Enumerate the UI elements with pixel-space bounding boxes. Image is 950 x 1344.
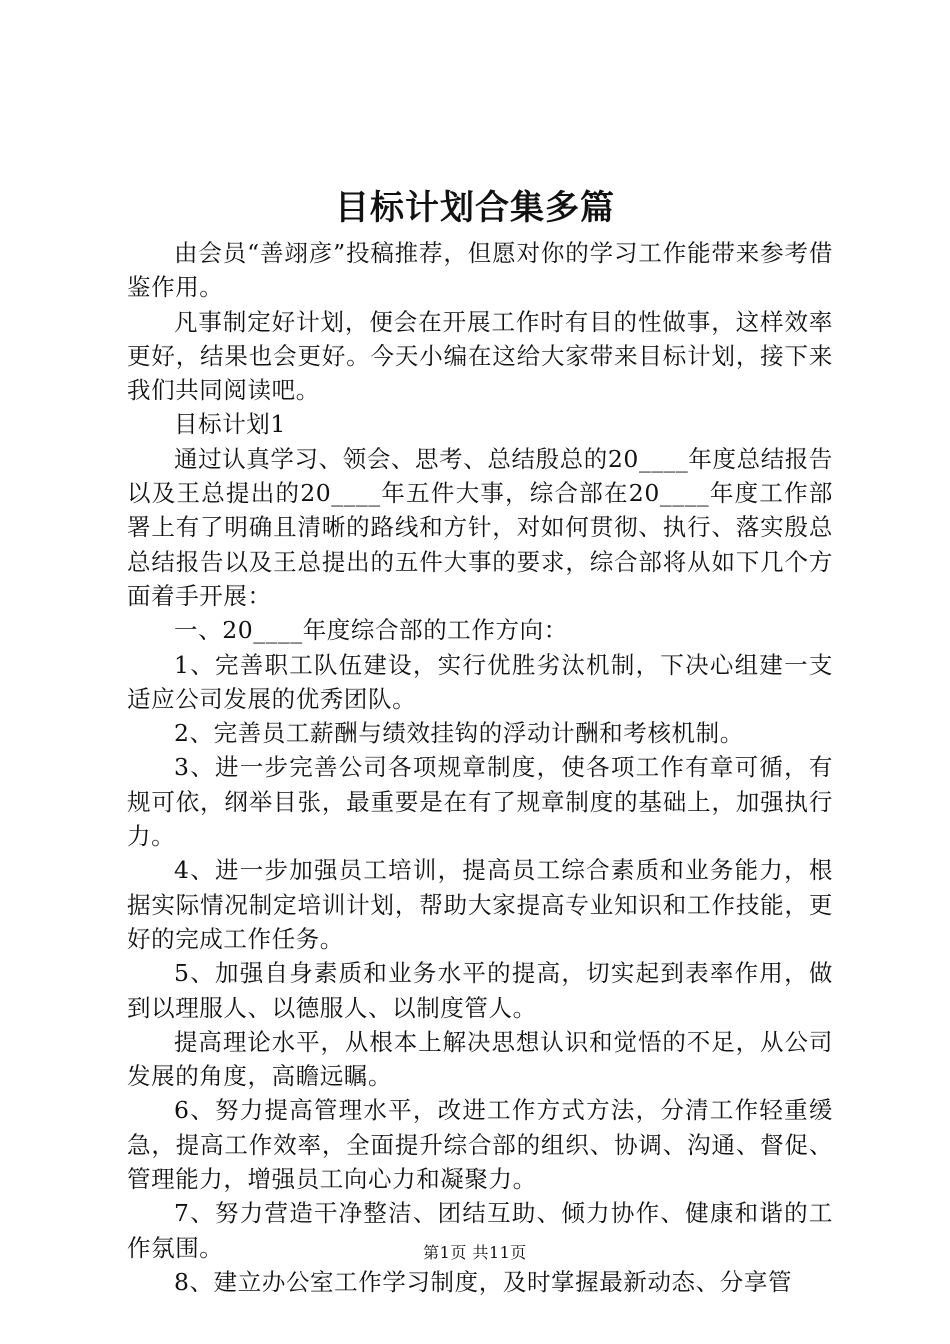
list-item: 6、努力提高管理水平，改进工作方式方法，分清工作轻重缓急，提高工作效率，全面提升综合部的组织、协调、沟通、督促、管理能力，增强员工向心力和凝聚力。 [127,1096,833,1194]
list-item: 7、努力营造干净整洁、团结互助、倾力协作、健康和谐的工作氛围。 [127,1199,833,1262]
page-footer: 第1页 共11页 [423,1243,527,1262]
paragraph: 提高理论水平，从根本上解决思想认识和觉悟的不足，从公司发展的角度，高瞻远瞩。 [127,1027,833,1091]
document-title: 目标计划合集多篇 [335,188,615,228]
list-item: 2、完善员工薪酬与绩效挂钩的浮动计酬和考核机制。 [174,719,744,748]
list-item: 3、进一步完善公司各项规章制度，使各项工作有章可循，有规可依，纲举目张，最重要是在有了规章制度的基础上，加强执行力。 [127,753,833,851]
list-item: 1、完善职工队伍建设，实行优胜劣汰机制，下决心组建一支适应公司发展的优秀团队。 [127,650,833,713]
paragraph: 由会员“善翊彦”投稿推荐，但愿对你的学习工作能带来参考借鉴作用。 [127,239,833,302]
list-item: 5、加强自身素质和业务水平的提高，切实起到表率作用，做到以理服人、以德服人、以制度管人。 [127,959,833,1022]
paragraph: 通过认真学习、领会、思考、总结殷总的20____年度总结报告以及王总提出的20____年五件大事，综合部在20____年度工作部署上有了明确且清晰的路线和方针，对如何贯彻、执行、落实殷总总结报告以及王总提出的五件大事的要求，综合部将从如下几个方面着手开展： [127,444,833,610]
section-heading: 目标计划1 [174,410,286,439]
list-item: 8、建立办公室工作学习制度，及时掌握最新动态、分享管 [174,1267,793,1296]
document-body [127,236,833,1299]
list-item: 4、进一步加强员工培训，提高员工综合素质和业务能力，根据实际情况制定培训计划，帮助大家提高专业知识和工作技能，更好的完成工作任务。 [127,856,833,953]
paragraph: 凡事制定好计划，便会在开展工作时有目的性做事，这样效率更好，结果也会更好。今天小编在这给大家带来目标计划，接下来我们共同阅读吧。 [127,307,833,405]
subsection-heading: 一、20____年度综合部的工作方向： [174,616,568,645]
